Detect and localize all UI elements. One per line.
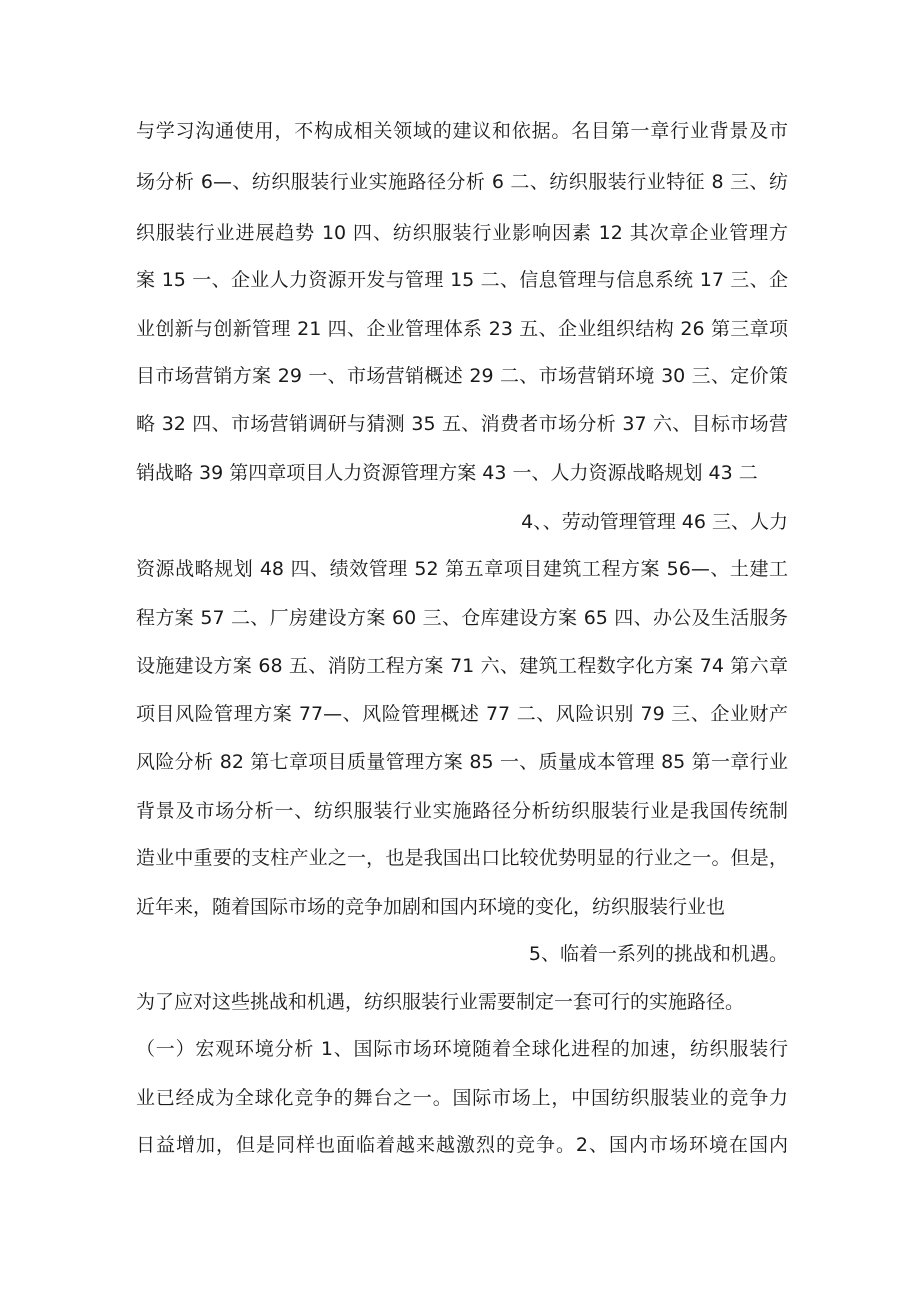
text-line: 业已经成为全球化竞争的舞台之一。国际市场上，中国纺织服装业的竞争力 <box>136 1087 788 1109</box>
text-line: 5、临着一系列的挑战和机遇。 <box>528 943 788 965</box>
text-line: 背景及市场分析一、纺织服装行业实施路径分析纺织服装行业是我国传统制 <box>136 800 788 822</box>
text-line: 场分析 6—、纺织服装行业实施路径分析 6 二、纺织服装行业特征 8 三、纺 <box>136 171 788 193</box>
text-line: （一）宏观环境分析 1、国际市场环境随着全球化进程的加速，纺织服装行 <box>136 1038 788 1060</box>
text-line: 造业中重要的支柱产业之一，也是我国出口比较优势明显的行业之一。但是， <box>136 847 788 869</box>
text-line: 目市场营销方案 29 一、市场营销概述 29 二、市场营销环境 30 三、定价策 <box>136 365 788 387</box>
text-line: 略 32 四、市场营销调研与猜测 35 五、消费者市场分析 37 六、目标市场营 <box>136 413 788 435</box>
text-line: 与学习沟通使用，不构成相关领域的建议和依据。名目第一章行业背景及市 <box>136 120 788 142</box>
text-line: 业创新与创新管理 21 四、企业管理体系 23 五、企业组织结构 26 第三章项 <box>136 318 788 340</box>
text-line: 程方案 57 二、厂房建设方案 60 三、仓库建设方案 65 四、办公及生活服务 <box>136 607 788 629</box>
text-line: 项目风险管理方案 77—、风险管理概述 77 二、风险识别 79 三、企业财产 <box>136 703 788 725</box>
text-line: 近年来，随着国际市场的竞争加剧和国内环境的变化，纺织服装行业也 <box>136 896 726 918</box>
text-line: 织服装行业进展趋势 10 四、纺织服装行业影响因素 12 其次章企业管理方 <box>136 222 788 244</box>
text-line: 风险分析 82 第七章项目质量管理方案 85 一、质量成本管理 85 第一章行业 <box>136 751 788 773</box>
text-line: 案 15 一、企业人力资源开发与管理 15 二、信息管理与信息系统 17 三、企 <box>136 269 788 291</box>
text-line: 销战略 39 第四章项目人力资源管理方案 43 一、人力资源战略规划 43 二 <box>136 462 758 484</box>
text-line: 资源战略规划 48 四、绩效管理 52 第五章项目建筑工程方案 56—、土建工 <box>136 558 788 580</box>
text-line: 日益增加，但是同样也面临着越来越激烈的竞争。2、国内市场环境在国内 <box>136 1134 788 1156</box>
text-line: 为了应对这些挑战和机遇，纺织服装行业需要制定一套可行的实施路径。 <box>136 991 745 1013</box>
text-line: 4、、劳动管理管理 46 三、人力 <box>521 511 788 533</box>
text-line: 设施建设方案 68 五、消防工程方案 71 六、建筑工程数字化方案 74 第六章 <box>136 655 788 677</box>
